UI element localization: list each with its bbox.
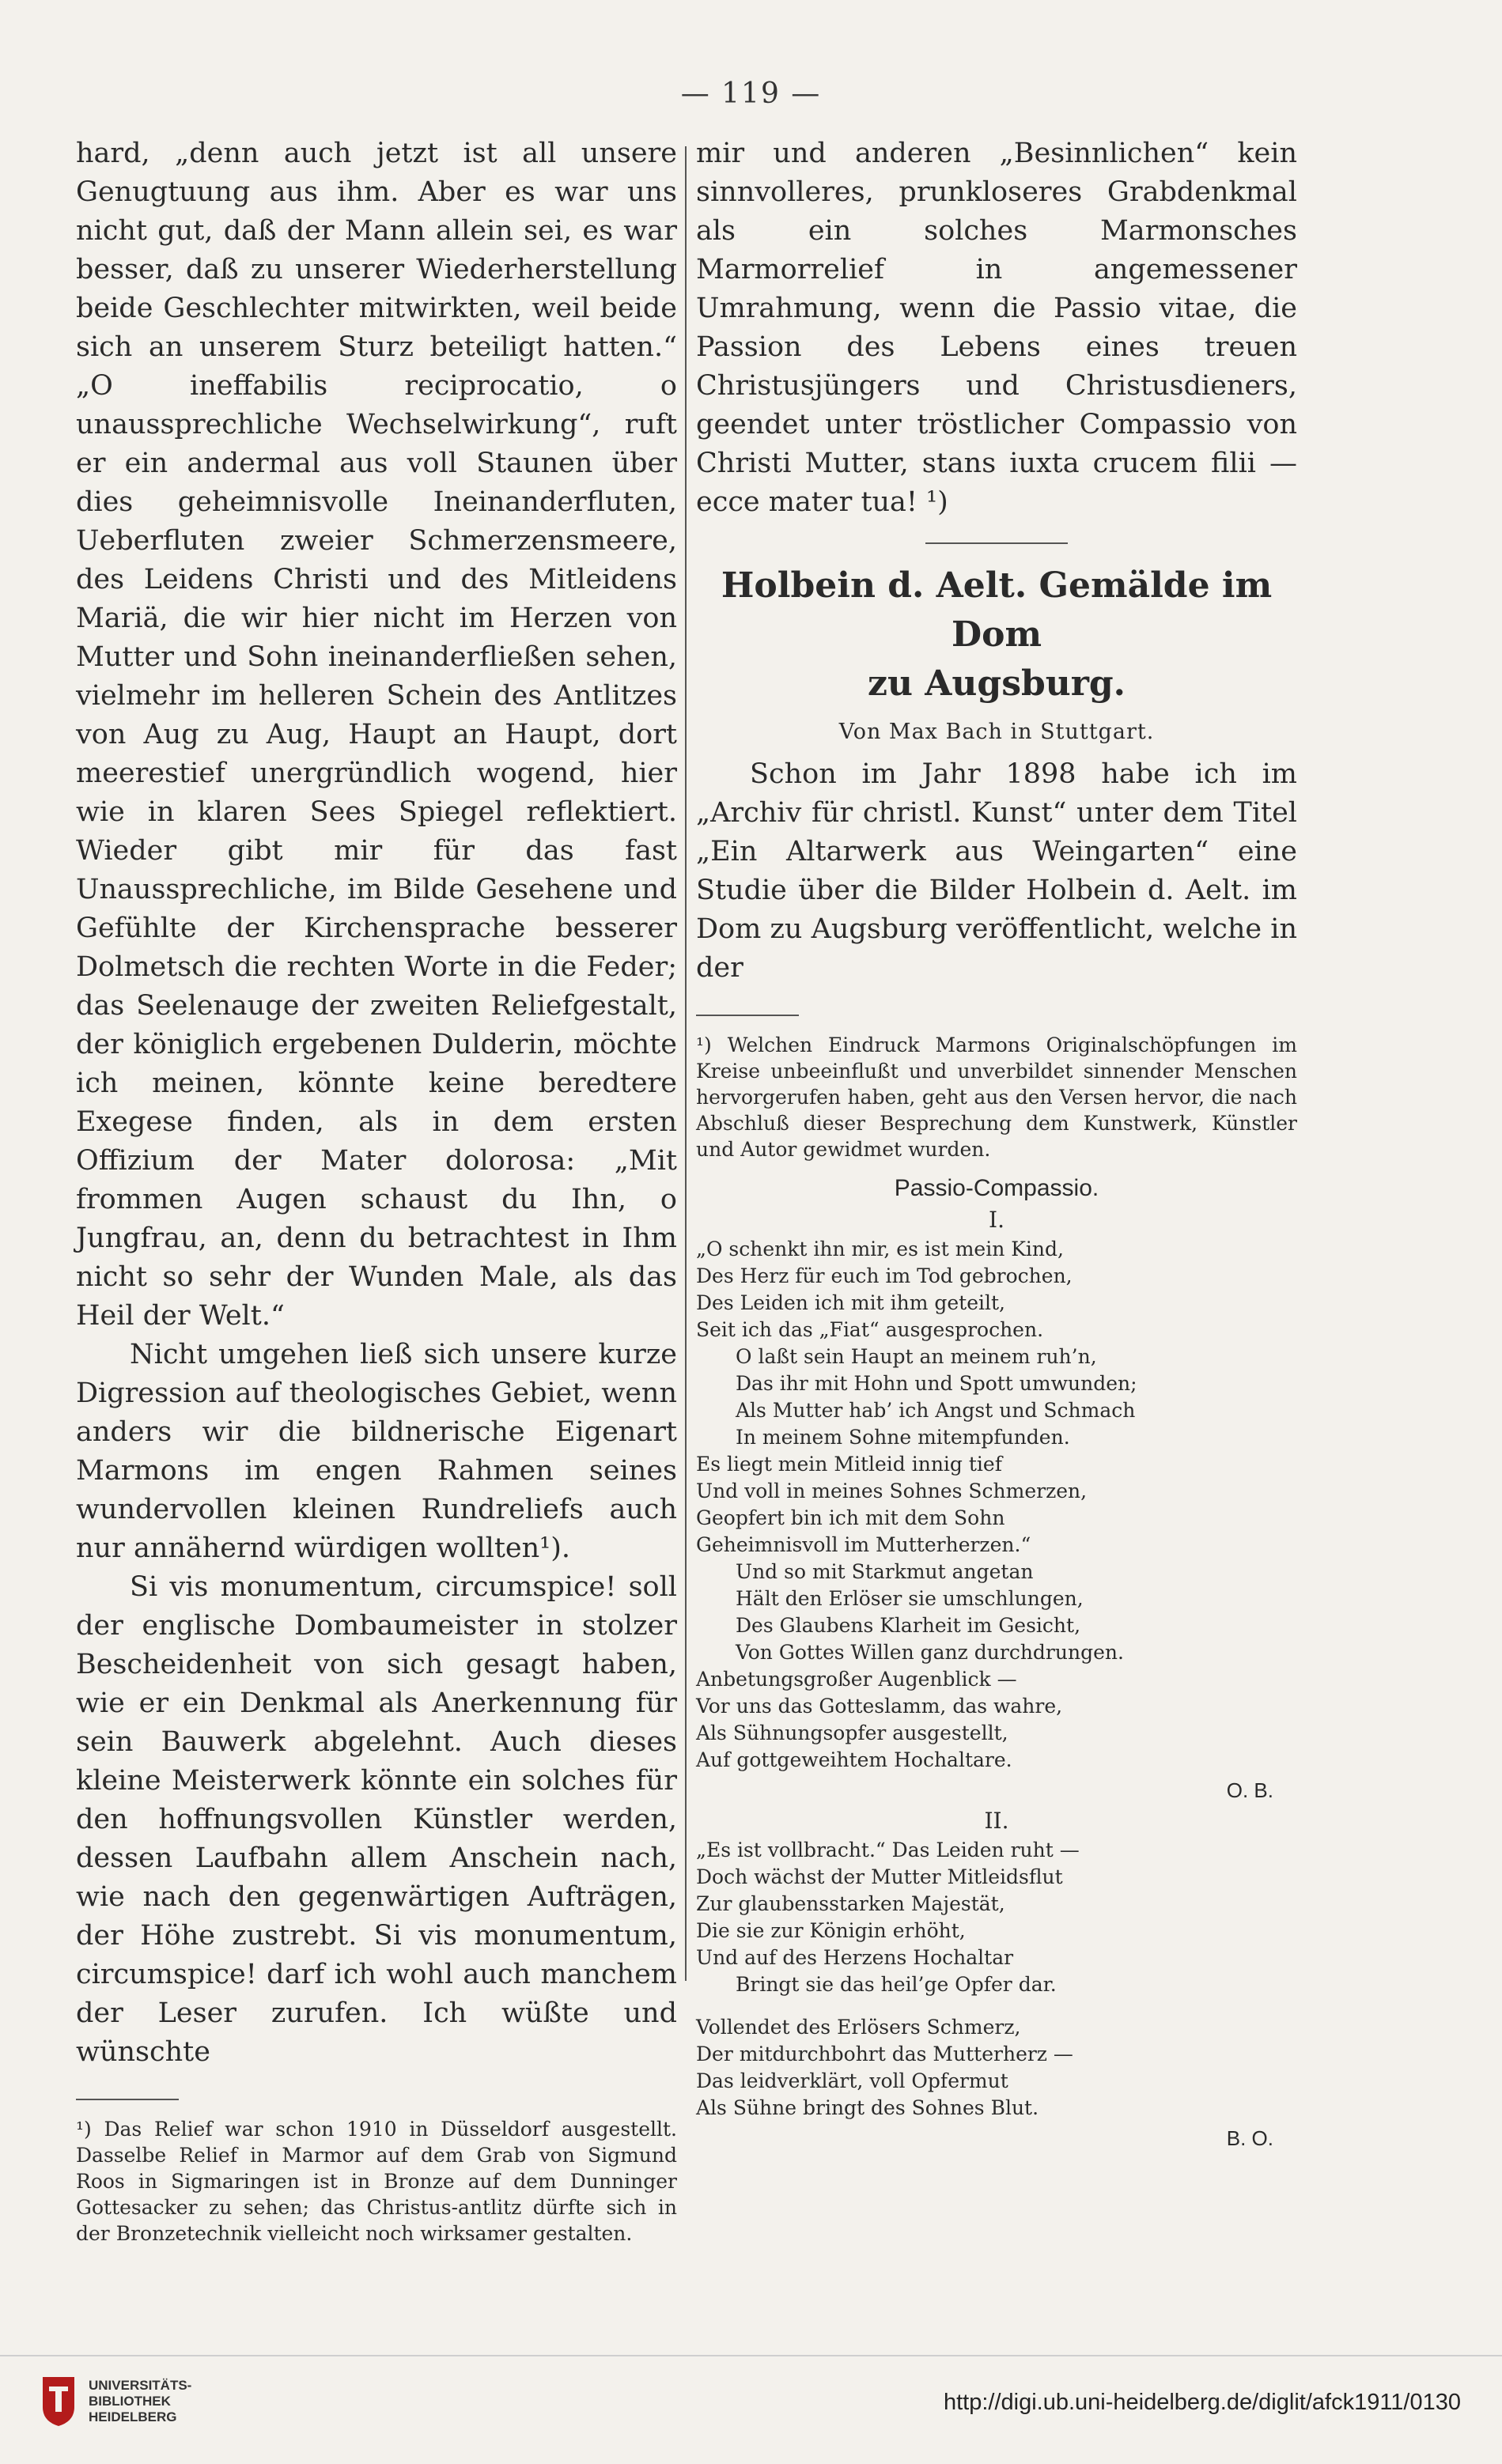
right-column xyxy=(696,134,1297,2156)
section-separator xyxy=(925,542,1068,544)
logo-line-1: UNIVERSITÄTS- xyxy=(89,2378,192,2393)
poem-line: O laßt sein Haupt an meinem ruh’n, xyxy=(736,1345,1097,1368)
left-column xyxy=(76,134,677,2247)
poem-line: „O schenkt ihn mir, es ist mein Kind, xyxy=(696,1238,1064,1260)
poem-line: Von Gottes Willen ganz durchdrungen. xyxy=(736,1641,1124,1664)
poem-line: Das leidverklärt, voll Opfermut xyxy=(696,2069,1008,2092)
right-paragraph-cont: mir und anderen „Besinnlichen“ kein sinnvolleres, prunkloseres Grabdenkmal als ein solches Marmonsches Marmorrelief in angemessener Umrahmung, wenn die Passio vitae, die Passion des Lebens eines treuen Christusjüngers und Christusdieners, geendet unter tröstlicher Compassio von Christi Mutter, stans iuxta crucem filii — ecce mater tua! ¹) xyxy=(696,138,1297,518)
poem-signature-2: B. O. xyxy=(1226,2126,1273,2150)
poem-line: Und voll in meines Sohnes Schmerzen, xyxy=(696,1480,1088,1502)
poem-line: Es liegt mein Mitleid innig tief xyxy=(696,1453,1002,1476)
poem-line: Vollendet des Erlösers Schmerz, xyxy=(696,2016,1021,2039)
poem-line: Die sie zur Königin erhöht, xyxy=(696,1919,966,1942)
column-divider xyxy=(685,146,687,1981)
poem-part-2-stanza-1 xyxy=(696,1837,1297,1998)
poem-signature-1: O. B. xyxy=(1226,1778,1273,1802)
poem-line: Und so mit Starkmut angetan xyxy=(736,1560,1034,1583)
page-number: — 119 — xyxy=(680,77,822,110)
right-footnote: ¹) Welchen Eindruck Marmons Originalschöpfungen im Kreise unbeeinflußt und unverbildet sinnender Menschen hervorgerufen haben, geht aus den Versen hervor, die nach Abschluß dieser Besprechung dem Kunstwerk, Künstler und Autor gewidmet wurden. xyxy=(696,1034,1297,1161)
poem-line: Und auf des Herzens Hochaltar xyxy=(696,1946,1014,1969)
poem-part-2-stanza-2 xyxy=(696,2014,1297,2122)
article-title-line-1: Holbein d. Aelt. Gemälde im Dom xyxy=(721,565,1273,655)
footnote-rule xyxy=(76,2099,179,2100)
stanza-gap xyxy=(696,1998,1297,2014)
poem-part-2-number: II. xyxy=(984,1808,1009,1834)
poem-line: Des Herz für euch im Tod gebrochen, xyxy=(696,1264,1073,1287)
poem-line: Geopfert bin ich mit dem Sohn xyxy=(696,1506,1005,1529)
poem-line: Als Mutter hab’ ich Angst und Schmach xyxy=(736,1399,1136,1422)
logo-line-3: HEIDELBERG xyxy=(89,2409,177,2424)
poem-line: Geheimnisvoll im Mutterherzen.“ xyxy=(696,1533,1031,1556)
left-paragraph-1: hard, „denn auch jetzt ist all unsere Genugtuung aus ihm. Aber es war uns nicht gut, daß der Mann allein sei, es war besser, daß zu unserer Wiederherstellung beide Geschlechter mitwirkten, weil beide sich an unserem Sturz beteiligt hatten.“ „O ineffabilis reciprocatio, o unaussprechliche Wechselwirkung“, ruft er ein andermal aus voll Staunen über dies geheimnisvolle Ineinanderfluten, Ueberfluten zweier Schmerzensmeere, des Leidens Christi und des Mitleidens Mariä, die wir hier nicht im Herzen von Mutter und Sohn ineinanderfließen sehen, vielmehr im helleren Schein des Antlitzes von Aug zu Aug, Haupt an Haupt, dort meerestief unergründlich wogend, hier wie in klaren Sees Spiegel reflektiert. Wieder gibt mir für das fast Unaussprechliche, im Bilde Gesehene und Gefühlte der Kirchensprache besserer Dolmetsch die rechten Worte in die Feder; das Seelenauge der zweiten Reliefgestalt, der königlich ergebenen Dulderin, möchte ich meinen, könnte keine beredtere Exegese finden, als in dem ersten Offizium der Mater dolorosa: „Mit frommen Augen schaust du Ihn, o Jungfrau, an, denn du betrachtest in Ihm nicht so sehr der Wunden Male, als das Heil der Welt.“ xyxy=(76,138,677,1332)
poem-line: Zur glaubensstarken Majestät, xyxy=(696,1892,1005,1915)
poem-line: Das ihr mit Hohn und Spott umwunden; xyxy=(736,1372,1137,1395)
poem-line: Auf gottgeweihtem Hochaltare. xyxy=(696,1748,1012,1771)
poem-line: Der mitdurchbohrt das Mutterherz — xyxy=(696,2043,1073,2065)
poem-line: Des Glaubens Klarheit im Gesicht, xyxy=(736,1614,1081,1637)
article-paragraph: Schon im Jahr 1898 habe ich im „Archiv für christl. Kunst“ unter dem Titel „Ein Altarwerk aus Weingarten“ eine Studie über die Bilder Holbein d. Aelt. im Dom zu Augsburg veröffentlicht, welche in der xyxy=(696,758,1297,984)
poem-line: Doch wächst der Mutter Mitleidsflut xyxy=(696,1865,1063,1888)
logo-line-2: BIBLIOTHEK xyxy=(89,2394,171,2409)
footnote-rule xyxy=(696,1015,799,1016)
left-paragraph-2: Nicht umgehen ließ sich unsere kurze Digression auf theologisches Gebiet, wenn anders wir die bildnerische Eigenart Marmons im engen Rahmen seines wundervollen kleinen Rundreliefs auch nur annähernd würdigen wollten¹). xyxy=(76,1339,677,1564)
poem-part-1-number: I. xyxy=(989,1207,1004,1233)
poem-line: Vor uns das Gotteslamm, das wahre, xyxy=(696,1695,1063,1718)
poem-line: Seit ich das „Fiat“ ausgesprochen. xyxy=(696,1318,1044,1341)
poem-line: Bringt sie das heil’ge Opfer dar. xyxy=(736,1973,1057,1996)
poem-line: „Es ist vollbracht.“ Das Leiden ruht — xyxy=(696,1839,1080,1861)
poem-part-1 xyxy=(696,1236,1297,1774)
footer-rule xyxy=(0,2355,1502,2356)
library-logo xyxy=(40,2375,191,2428)
left-footnote: ¹) Das Relief war schon 1910 in Düsseldorf ausgestellt. Dasselbe Relief in Marmor auf dem Grab von Sigmund Roos in Sigmaringen ist in Bronze auf dem Dunninger Gottesacker zu sehen; das Christus-antlitz dürfte sich in der Bronzetechnik vielleicht noch wirksamer gestalten. xyxy=(76,2118,677,2245)
library-seal-icon xyxy=(40,2375,78,2428)
byline: Von Max Bach in Stuttgart. xyxy=(838,720,1155,744)
poem-line: Als Sühne bringt des Sohnes Blut. xyxy=(696,2096,1039,2119)
poem-line: In meinem Sohne mitempfunden. xyxy=(736,1426,1070,1449)
poem-line: Anbetungsgroßer Augenblick — xyxy=(696,1668,1017,1691)
poem-line: Des Leiden ich mit ihm geteilt, xyxy=(696,1291,1005,1314)
poem-title: Passio-Compassio. xyxy=(894,1175,1099,1201)
poem-line: Als Sühnungsopfer ausgestellt, xyxy=(696,1721,1008,1744)
left-paragraph-3: Si vis monumentum, circumspice! soll der englische Dombaumeister in stolzer Bescheidenheit von sich gesagt haben, wie er ein Denkmal als Anerkennung für sein Bauwerk abgelehnt. Auch dieses kleine Meisterwerk könnte ein solches für den hoffnungsvollen Künstler werden, dessen Laufbahn allem Anschein nach, wie nach den gegenwärtigen Aufträgen, der Höhe zustrebt. Si vis monumentum, circumspice! darf ich wohl auch manchem der Leser zurufen. Ich wüßte und wünschte xyxy=(76,1571,677,2068)
poem-line: Hält den Erlöser sie umschlungen, xyxy=(736,1587,1084,1610)
source-url[interactable]: http://digi.ub.uni-heidelberg.de/diglit/afck1911/0130 xyxy=(943,2390,1461,2415)
article-title xyxy=(696,561,1297,709)
article-title-line-2: zu Augsburg. xyxy=(868,663,1126,704)
